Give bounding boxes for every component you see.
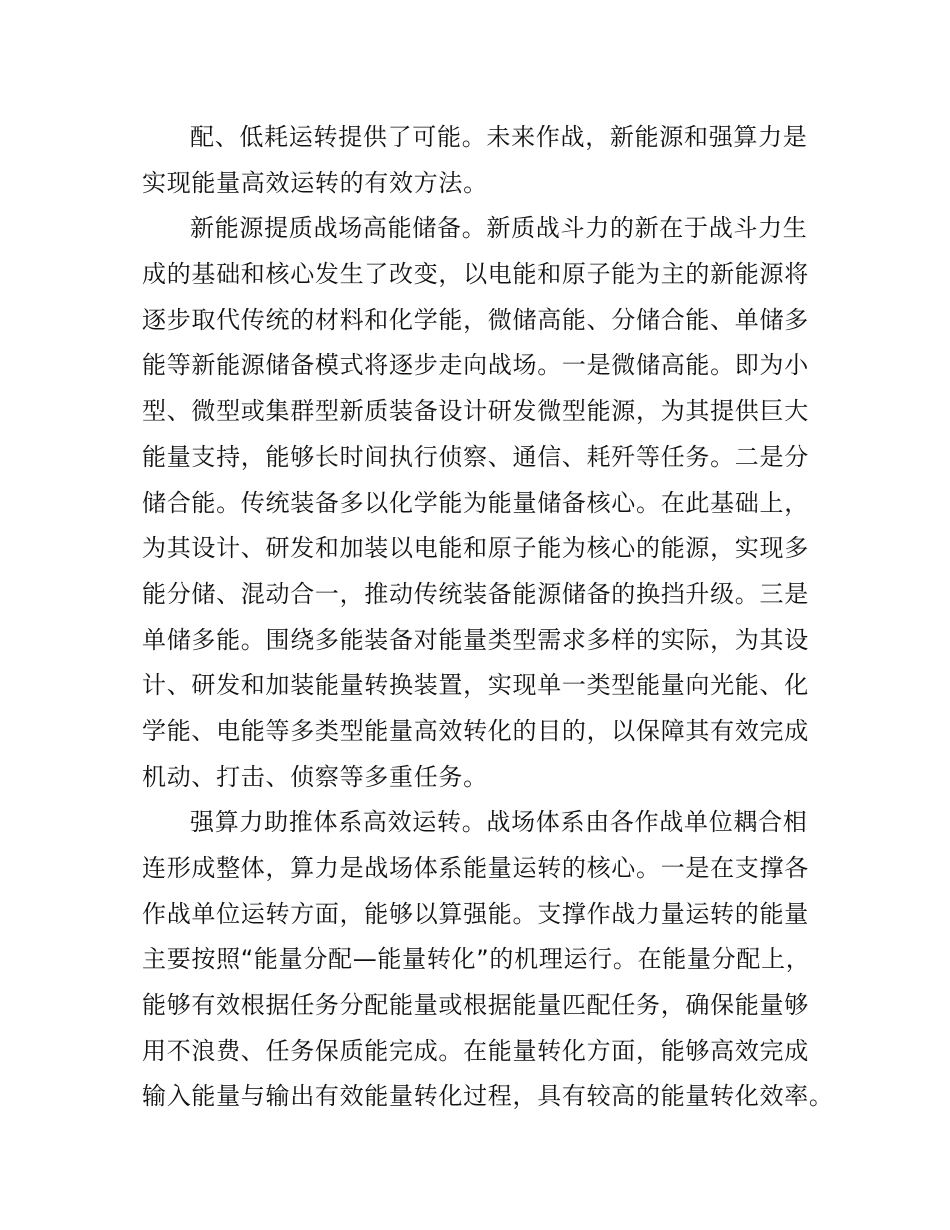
text-line: 学能、电能等多类型能量高效转化的目的，以保障其有效完成 [142,716,809,745]
text-line: 能够有效根据任务分配能量或根据能量匹配任务，确保能量够 [142,991,809,1020]
text-line: 储合能。传统装备多以化学能为能量储备核心。在此基础上， [142,488,809,517]
text-line: 输入能量与输出有效能量转化过程，具有较高的能量转化效率。 [142,1082,834,1111]
document-page [142,115,832,1120]
text-line: 能等新能源储备模式将逐步走向战场。一是微储高能。即为小 [142,351,809,380]
text-line: 新能源提质战场高能储备。新质战斗力的新在于战斗力生 [190,214,808,243]
text-line: 实现能量高效运转的有效方法。 [142,168,488,197]
text-line: 连形成整体，算力是战场体系能量运转的核心。一是在支撑各 [142,854,809,882]
text-line: 作战单位运转方面，能够以算强能。支撑作战力量运转的能量 [142,899,809,928]
paragraph [142,206,832,800]
text-line: 主要按照“能量分配—能量转化”的机理运行。在能量分配上， [142,945,811,974]
text-line: 强算力助推体系高效运转。战场体系由各作战单位耦合相 [190,808,808,837]
text-line: 能分储、混动合一，推动传统装备能源储备的换挡升级。三是 [142,579,809,608]
text-line: 单储多能。围绕多能装备对能量类型需求多样的实际，为其设 [142,625,809,654]
text-line: 成的基础和核心发生了改变，以电能和原子能为主的新能源将 [142,260,809,289]
text-line: 用不浪费、任务保质能完成。在能量转化方面，能够高效完成 [142,1036,809,1065]
text-line: 逐步取代传统的材料和化学能，微储高能、分储合能、单储多 [142,305,809,334]
text-line: 计、研发和加装能量转换装置，实现单一类型能量向光能、化 [142,671,809,700]
text-line: 配、低耗运转提供了可能。未来作战，新能源和强算力是 [190,123,808,151]
paragraph [142,800,832,1120]
text-line: 机动、打击、侦察等多重任务。 [142,762,488,791]
text-line: 为其设计、研发和加装以电能和原子能为核心的能源，实现多 [142,534,809,563]
paragraph [142,115,832,206]
text-line: 型、微型或集群型新质装备设计研发微型能源，为其提供巨大 [142,397,809,426]
text-line: 能量支持，能够长时间执行侦察、通信、耗歼等任务。二是分 [142,442,809,471]
